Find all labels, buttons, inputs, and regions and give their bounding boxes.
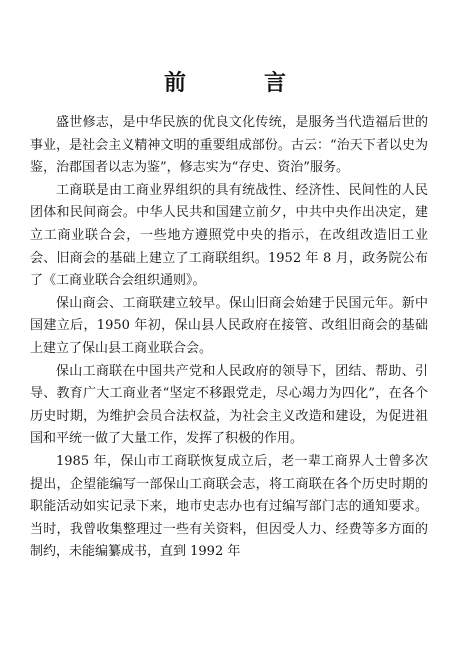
preface-body xyxy=(30,112,428,564)
paragraph-5: 1985 年，保山市工商联恢复成立后，老一辈工商界人士曾多次提出，企望能编写一部保山工商联会志，将工商联在各个历史时期的职能活动如实记录下来，地市史志办也有过编写部门志的通知要求。当时，我曾收集整理过一些有关资料，但因受人力、经费等多方面的制约，未能编纂成书，直到 1992 年 xyxy=(30,453,428,560)
paragraph-1: 盛世修志，是中华民族的优良文化传统，是服务当代造福后世的事业，是社会主义精神文明的重要组成部份。古云：“治天下者以史为鉴，治郡国者以志为鉴”，修志实为“存史、资治”服务。 xyxy=(30,115,428,176)
paragraph-2: 工商联是由工商业界组织的具有统战性、经济性、民间性的人民团体和民间商会。中华人民共和国建立前夕，中共中央作出决定，建立工商业联合会，一些地方遵照党中央的指示，在改组改造旧工业会、旧商会的基础上建立了工商联组织。1952 年 8 月，政务院公布了《工商业联合会组织通则》。 xyxy=(30,182,428,289)
paragraph-3: 保山商会、工商联建立较早。保山旧商会始建于民国元年。新中国建立后，1950 年初，保山县人民政府在接管、改组旧商会的基础上建立了保山县工商业联合会。 xyxy=(30,295,428,356)
page-title: 前 言 xyxy=(163,70,314,96)
paragraph-4: 保山工商联在中国共产党和人民政府的领导下，团结、帮助、引导、教育广大工商业者“坚定不移跟党走，尽心竭力为四化”，在各个历史时期，为维护会员合法权益，为社会主义改造和建设，为促进祖国和平统一做了大量工作，发挥了积极的作用。 xyxy=(30,363,428,447)
